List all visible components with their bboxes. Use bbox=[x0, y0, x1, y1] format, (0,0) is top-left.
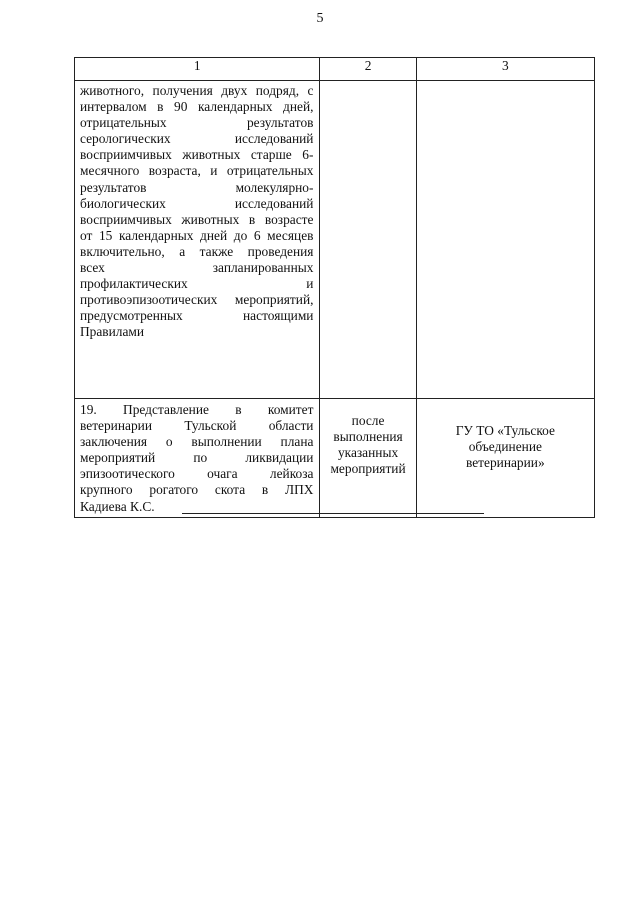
table-row bbox=[75, 81, 595, 399]
text-line: профилактических и bbox=[80, 276, 314, 292]
text-line: эпизоотического очага лейкоза bbox=[80, 466, 314, 482]
text-line: противоэпизоотических мероприятий, bbox=[80, 292, 314, 308]
text-line: интервалом в 90 календарных дней, bbox=[80, 99, 314, 115]
text-line: восприимчивых животных в возрасте bbox=[80, 211, 314, 227]
measures-table bbox=[74, 57, 595, 518]
text-line: ветеринарии Тульской области bbox=[80, 418, 314, 434]
text-line: месячного возраста, и отрицательных bbox=[80, 163, 314, 179]
text-line: восприимчивых животных старше 6- bbox=[80, 147, 314, 163]
table-row bbox=[75, 399, 595, 518]
table-header-row bbox=[75, 58, 595, 81]
text-line: ГУ ТО «Тульское bbox=[455, 423, 555, 438]
text-line: указанных bbox=[337, 445, 399, 461]
text-line: после bbox=[351, 413, 385, 428]
text-line: 19. Представление в комитет bbox=[80, 402, 314, 417]
row2-deadline-cell bbox=[320, 399, 416, 518]
row1-responsible-cell bbox=[416, 81, 594, 399]
text-line: включительно, а также проведения bbox=[80, 243, 314, 259]
text-line: от 15 календарных дней до 6 месяцев bbox=[80, 227, 314, 243]
text-line: объединение bbox=[468, 439, 542, 455]
text-line: отрицательных результатов bbox=[80, 115, 314, 131]
text-line: крупного рогатого скота в ЛПХ bbox=[80, 482, 314, 498]
text-line: Правилами bbox=[80, 324, 145, 340]
text-line: заключения о выполнении плана bbox=[80, 434, 314, 450]
text-line: Кадиева К.С. bbox=[80, 498, 155, 514]
row2-description-cell bbox=[75, 399, 320, 518]
text-line: серологических исследований bbox=[80, 131, 314, 147]
text-line: биологических исследований bbox=[80, 195, 314, 211]
text-line: мероприятий bbox=[330, 461, 406, 477]
text-line: результатов молекулярно- bbox=[80, 179, 314, 195]
page-number: 5 bbox=[316, 11, 324, 26]
row1-deadline-cell bbox=[320, 81, 416, 399]
text-line: мероприятий по ликвидации bbox=[80, 450, 314, 466]
column-header-1: 1 bbox=[75, 58, 320, 81]
column-header-3: 3 bbox=[416, 58, 594, 81]
text-line: всех запланированных bbox=[80, 260, 314, 276]
text-line: ветеринарии» bbox=[465, 455, 545, 471]
row2-responsible-cell bbox=[416, 399, 594, 518]
end-separator-line bbox=[182, 513, 484, 514]
text-line: предусмотренных настоящими bbox=[80, 308, 314, 324]
text-line: животного, получения двух подряд, с bbox=[80, 83, 314, 98]
row1-description-cell bbox=[75, 81, 320, 399]
column-header-2: 2 bbox=[320, 58, 416, 81]
text-line: выполнения bbox=[333, 429, 403, 445]
